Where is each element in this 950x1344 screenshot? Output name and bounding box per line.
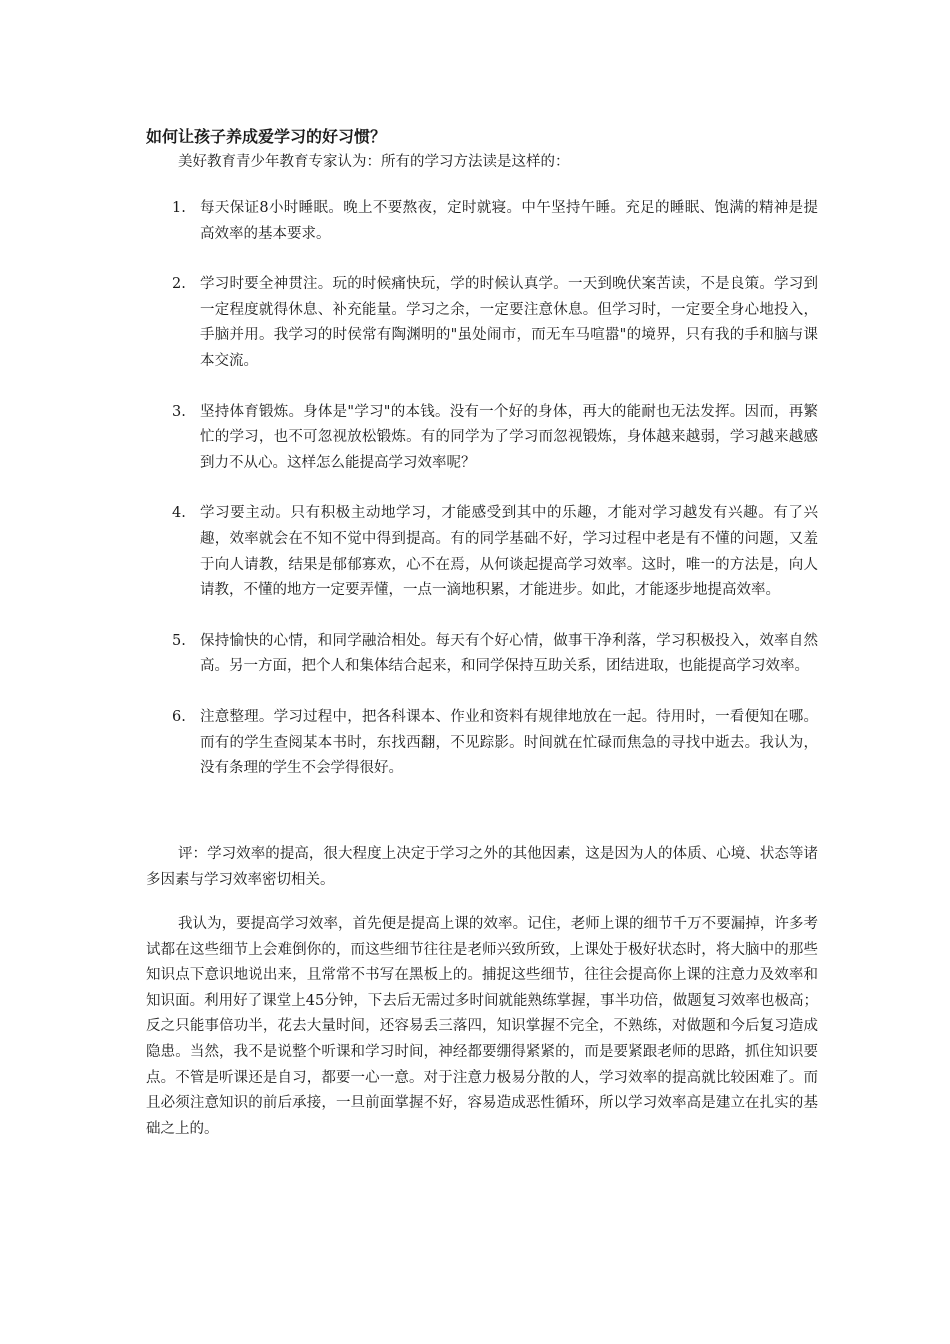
list-item-number: 3. (172, 403, 186, 420)
document-title: 如何让孩子养成爱学习的好习惯？ (146, 127, 387, 146)
list-item-text: 学习时要全神贯注。玩的时候痛快玩，学的时候认真学。一天到晚伏案苦读，不是良策。学习到一定程度就得休息、补充能量。学习之余，一定要注意休息。但学习时，一定要全身心地投入，手脑并用。我学习的时侯常有陶渊明的"虽处闹市，而无车马喧嚣"的境界，只有我的手和脑与课本交流。 (200, 276, 818, 369)
list-item-text: 学习要主动。只有积极主动地学习，才能感受到其中的乐趣，才能对学习越发有兴趣。有了兴趣，效率就会在不知不觉中得到提高。有的同学基础不好，学习过程中老是有不懂的问题，又羞于向人请教，结果是郁郁寡欢，心不在焉，从何谈起提高学习效率。这时，唯一的方法是，向人请教，不懂的地方一定要弄懂，一点一滴地积累，才能进步。如此，才能逐步地提高效率。 (200, 505, 818, 599)
list-item-text: 保持愉快的心情，和同学融洽相处。每天有个好心情，做事干净利落，学习积极投入，效率自然高。另一方面，把个人和集体结合起来，和同学保持互助关系，团结进取，也能提高学习效率。 (200, 632, 818, 675)
tips-list (146, 196, 818, 807)
opinion-paragraph: 我认为，要提高学习效率，首先便是提高上课的效率。记住，老师上课的细节千万不要漏掉，许多考试都在这些细节上会难倒你的，而这些细节往往是老师兴致所致，上课处于极好状态时，将大脑中的那些知识点下意识地说出来，且常常不书写在黑板上的。捕捉这些细节，往往会提高你上课的注意力及效率和知识面。利用好了课堂上45分钟，下去后无需过多时间就能熟练掌握，事半功倍，做题复习效率也极高；反之只能事倍功半，花去大量时间，还容易丢三落四，知识掌握不完全，不熟练，对做题和今后复习造成隐患。当然，我不是说整个听课和学习时间，神经都要绷得紧紧的，而是要紧跟老师的思路，抓住知识要点。不管是听课还是自习，都要一心一意。对于注意力极易分散的人，学习效率的提高就比较困难了。而且必须注意知识的前后承接，一旦前面掌握不好，容易造成恶性循环，所以学习效率高是建立在扎实的基础之上的。 (146, 916, 818, 1137)
list-item-text: 每天保证8小时睡眠。晚上不要熬夜，定时就寝。中午坚持午睡。充足的睡眠、饱满的精神是提高效率的基本要求。 (200, 200, 818, 242)
list-item (146, 629, 818, 680)
list-item (146, 272, 818, 374)
intro-paragraph: 美好教育青少年教育专家认为：所有的学习方法读是这样的： (178, 154, 570, 170)
list-item-text: 坚持体育锻炼。身体是"学习"的本钱。没有一个好的身体，再大的能耐也无法发挥。因而，再繁忙的学习，也不可忽视放松锻炼。有的同学为了学习而忽视锻炼，身体越来越弱，学习越来越感到力不从心。这样怎么能提高学习效率呢？ (200, 403, 818, 471)
list-item-number: 6. (172, 708, 186, 725)
list-item-number: 5. (172, 632, 186, 649)
list-item (146, 400, 818, 477)
list-item (146, 705, 818, 782)
comment-paragraph: 评：学习效率的提高，很大程度上决定于学习之外的其他因素，这是因为人的体质、心境、状态等诸多因素与学习效率密切相关。 (146, 846, 818, 888)
list-item-number: 1. (172, 200, 186, 216)
list-item (146, 196, 818, 247)
list-item-number: 4. (172, 505, 186, 522)
list-item (146, 501, 818, 603)
list-item-text: 注意整理。学习过程中，把各科课本、作业和资料有规律地放在一起。待用时，一看便知在哪。而有的学生查阅某本书时，东找西翻，不见踪影。时间就在忙碌而焦急的寻找中逝去。我认为，没有条理的学生不会学得很好。 (200, 708, 818, 777)
list-item-number: 2. (172, 276, 186, 293)
